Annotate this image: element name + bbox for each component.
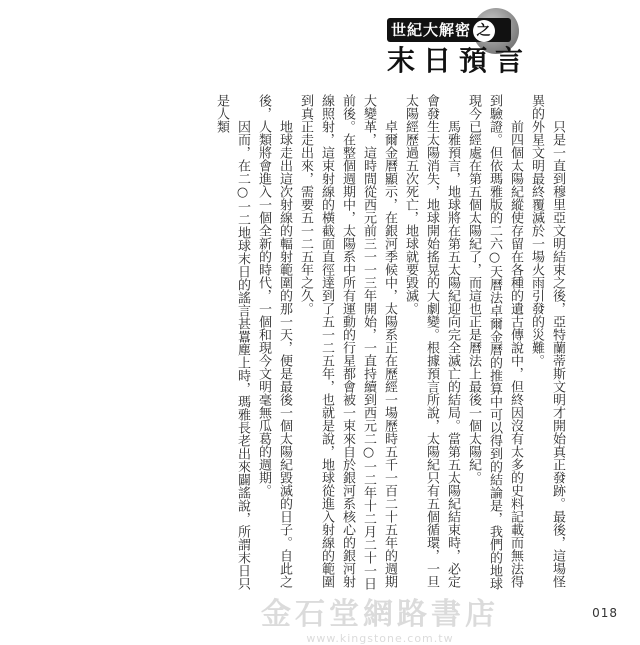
paragraph: 地球走出這次射線的輻射範圍的那一天，便是最後一個太陽紀毀滅的日子。自此之後，人類將會進入一個全新的時代，一個和現今文明毫無瓜葛的週期。 bbox=[256, 94, 292, 588]
store-watermark bbox=[200, 598, 560, 645]
vertical-body-text bbox=[98, 94, 568, 600]
chapter-subtitle: 末日預言 bbox=[387, 44, 532, 77]
watermark-url: www.kingstone.com.tw bbox=[306, 632, 454, 645]
chapter-title-block bbox=[387, 4, 532, 80]
paragraph: 前四個太陽紀縱使存留在各種的遺古傳說中，但終因沒有太多的史料記載而無法得到驗證。但依瑪雅版的二六○天曆法卓爾金曆的推算中可以得到的結論是，我們的地球現今已經處在第五個太陽紀了，而這也正是曆法上最後一個太陽紀。 bbox=[466, 94, 523, 590]
series-name: 世紀大解密 bbox=[391, 21, 472, 39]
paragraph: 只是一直到穆里亞文明結束之後，亞特蘭蒂斯文明才開始真正發跡。最後，這場怪異的外星文明最終覆滅於一場火雨引發的災難。 bbox=[529, 94, 565, 588]
watermark-logo: 金石堂網路書店 bbox=[261, 597, 499, 632]
connector-badge: 之 bbox=[473, 20, 495, 42]
paragraph: 因而，在二○一二地球末日的謠言甚囂塵上時，瑪雅長老出來闢謠說，所謂末日只是人類 bbox=[214, 94, 250, 590]
series-title bbox=[387, 18, 511, 42]
page-number: 018 bbox=[592, 606, 618, 620]
paragraph: 卓爾金曆顯示，在銀河季候中，太陽系正在歷經一場歷時五千一百二十五年的週期大變革，這時間從西元前三一一三年開始，一直持續到西元二○一二年十二月二十一日前後。在整個週期中，太陽系中所有運動的行星都會被一束來自於銀河系核心的銀河射線照射，這束射線的橫截面直徑達到了五一二五年，也就是說，地球從進入射線的範圍到真正走出來，需要五一二五年之久。 bbox=[298, 94, 397, 590]
paragraph: 馬雅預言，地球將在第五太陽紀迎向完全滅亡的結局。當第五太陽紀結束時，必定會發生太陽消失，地球開始搖晃的大劇變。根據預言所說，太陽紀只有五個循環，一旦太陽經歷過五次死亡，地球就要毀滅。 bbox=[403, 94, 460, 588]
